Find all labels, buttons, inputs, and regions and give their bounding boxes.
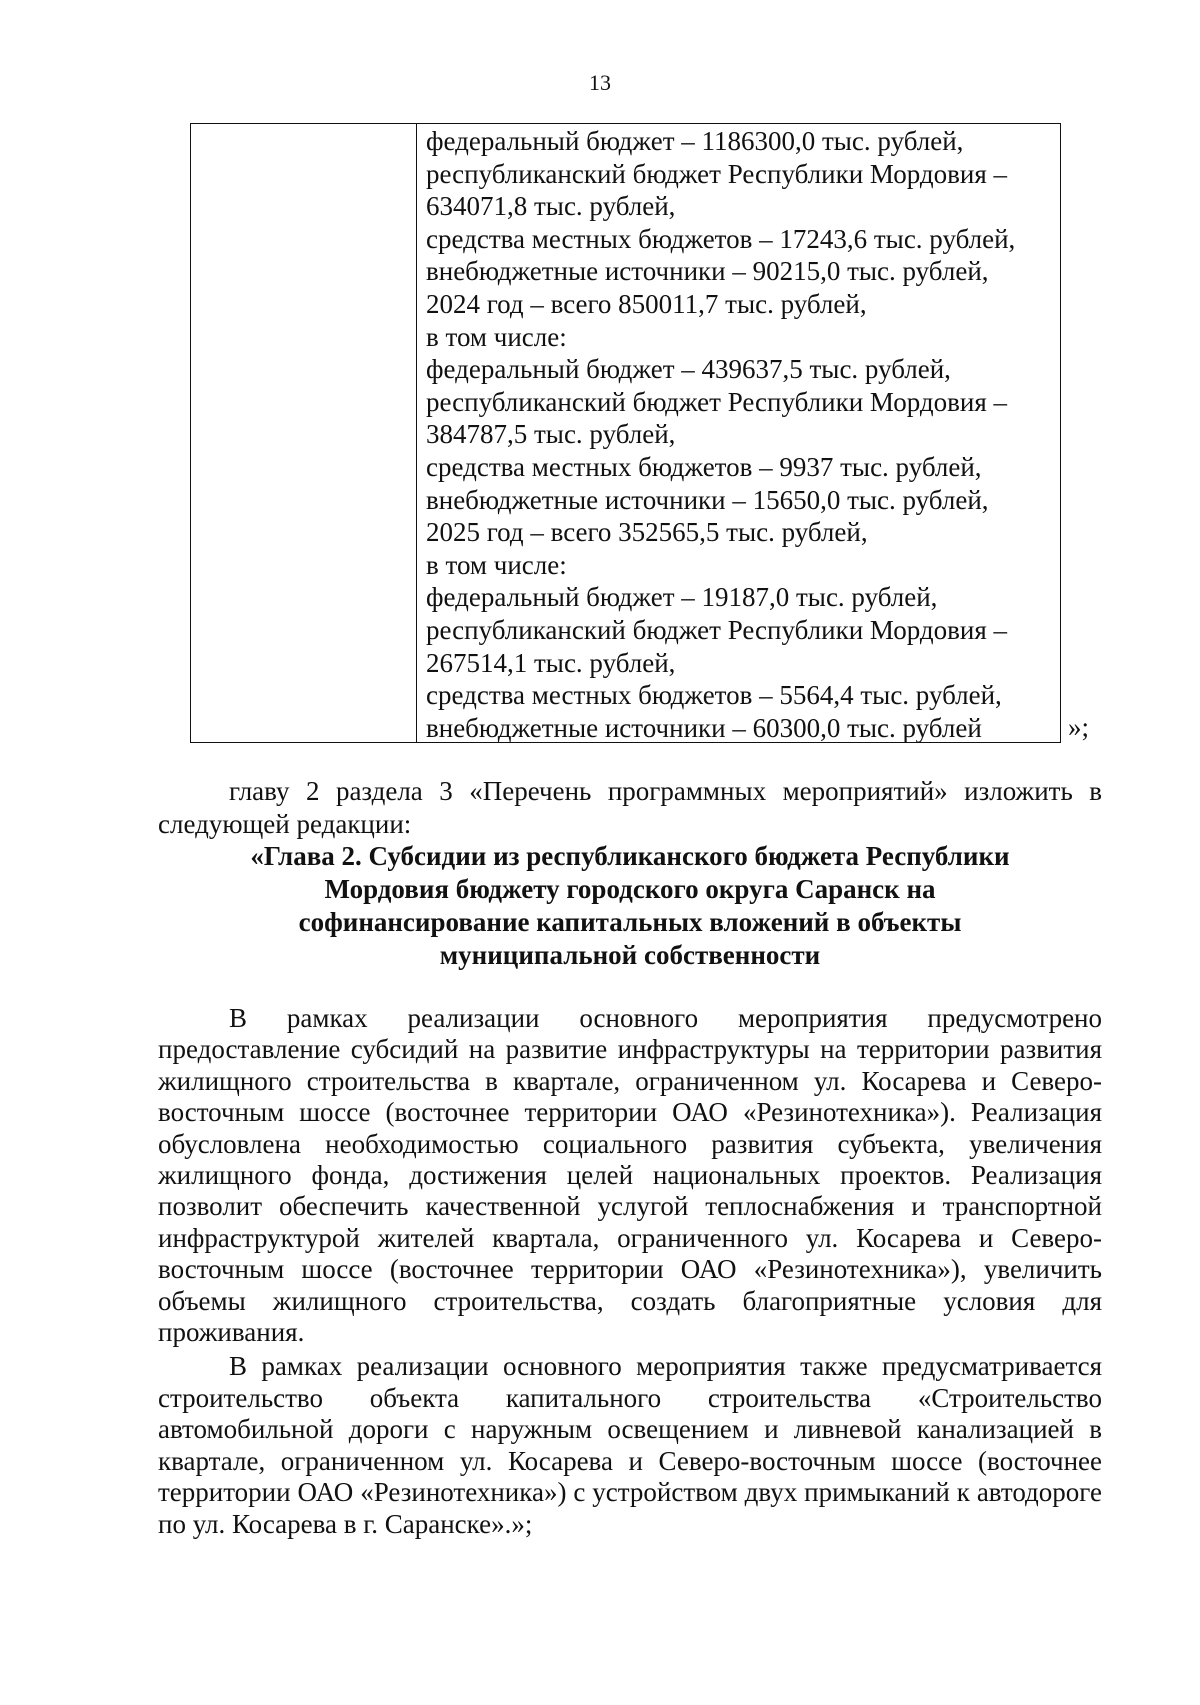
funding-line: 2024 год – всего 850011,7 тыс. рублей, bbox=[426, 288, 867, 319]
instruction-word: мероприятий» bbox=[782, 776, 948, 806]
funding-line: 634071,8 тыс. рублей, bbox=[426, 191, 676, 222]
body-paragraph-2: В рамках реализации основного мероприятия также предусматривается строительство объекта капитального строительства «Строительство автомобильной дороги с наружным освещением и ливневой канализацией в квартале, ограниченном ул. Косарева и Северо-восточным шоссе (восточнее территории ОАО «Резинотехника») с устройством двух примыканий к автодороге по ул. Косарева в г. Саранске».»; bbox=[158, 1351, 1102, 1539]
instruction-word: раздела bbox=[335, 776, 423, 806]
funding-table-content-cell bbox=[417, 124, 1060, 742]
body-text bbox=[158, 1003, 1102, 1540]
table-closing-mark: »; bbox=[1068, 712, 1090, 742]
funding-line: 267514,1 тыс. рублей, bbox=[426, 647, 676, 678]
funding-line: в том числе: bbox=[426, 321, 567, 352]
funding-line: в том числе: bbox=[426, 549, 567, 580]
chapter-title bbox=[158, 840, 1102, 972]
funding-line: федеральный бюджет – 1186300,0 тыс. рублей, bbox=[426, 126, 964, 156]
funding-line: федеральный бюджет – 439637,5 тыс. рублей, bbox=[426, 354, 951, 385]
body-paragraph-1: В рамках реализации основного мероприятия предусмотрено предоставление субсидий на развитие инфраструктуры на территории развития жилищного строительства в квартале, ограниченном ул. Косарева и Северо-восточным шоссе (восточнее территории ОАО «Резинотехника»). Реализация обусловлена необходимостью социального развития субъекта, увеличения жилищного фонда, достижения целей национальных проектов. Реализация позволит обеспечить качественной услугой теплоснабжения и транспортной инфраструктурой жителей квартала, ограниченного ул. Косарева и Северо-восточным шоссе (восточнее территории ОАО «Резинотехника»), увеличить объемы жилищного строительства, создать благоприятные условия для проживания. bbox=[158, 1003, 1102, 1348]
funding-table bbox=[190, 123, 1061, 743]
funding-line: средства местных бюджетов – 17243,6 тыс. рублей, bbox=[426, 223, 1016, 254]
funding-line: федеральный бюджет – 19187,0 тыс. рублей, bbox=[426, 582, 938, 613]
instruction-word: «Перечень bbox=[469, 776, 592, 806]
funding-line: 2025 год – всего 352565,5 тыс. рублей, bbox=[426, 517, 868, 548]
instruction-line-1 bbox=[158, 775, 1102, 808]
instruction-word: 3 bbox=[439, 776, 453, 806]
page-number: 13 bbox=[589, 70, 611, 95]
instruction-paragraph bbox=[158, 775, 1102, 841]
funding-line: республиканский бюджет Республики Мордовия – bbox=[426, 614, 1008, 645]
funding-line: средства местных бюджетов – 5564,4 тыс. рублей, bbox=[426, 680, 1002, 711]
instruction-word: изложить bbox=[964, 776, 1073, 806]
funding-line: внебюджетные источники – 15650,0 тыс. рублей, bbox=[426, 484, 989, 515]
instruction-word: 2 bbox=[305, 776, 320, 806]
funding-line: внебюджетные источники – 90215,0 тыс. рублей, bbox=[426, 256, 989, 287]
instruction-line-2: следующей редакции: bbox=[158, 809, 412, 839]
funding-line: средства местных бюджетов – 9937 тыс. рублей, bbox=[426, 451, 982, 482]
chapter-title-line: софинансирование капитальных вложений в объекты bbox=[298, 907, 962, 937]
chapter-title-line: муниципальной собственности bbox=[439, 940, 821, 970]
funding-table-empty-cell bbox=[191, 124, 417, 742]
chapter-title-line: «Глава 2. Субсидии из республиканского бюджета Республики bbox=[250, 841, 1010, 871]
chapter-title-line: Мордовия бюджету городского округа Саранск на bbox=[324, 874, 936, 904]
instruction-word: в bbox=[1089, 776, 1102, 806]
instruction-word: главу bbox=[229, 776, 290, 806]
funding-line: республиканский бюджет Республики Мордовия – bbox=[426, 158, 1008, 189]
funding-line: республиканский бюджет Республики Мордовия – bbox=[426, 386, 1008, 417]
instruction-word: программных bbox=[607, 776, 767, 806]
funding-line: внебюджетные источники – 60300,0 тыс. рублей bbox=[426, 712, 982, 743]
funding-line: 384787,5 тыс. рублей, bbox=[426, 419, 676, 450]
